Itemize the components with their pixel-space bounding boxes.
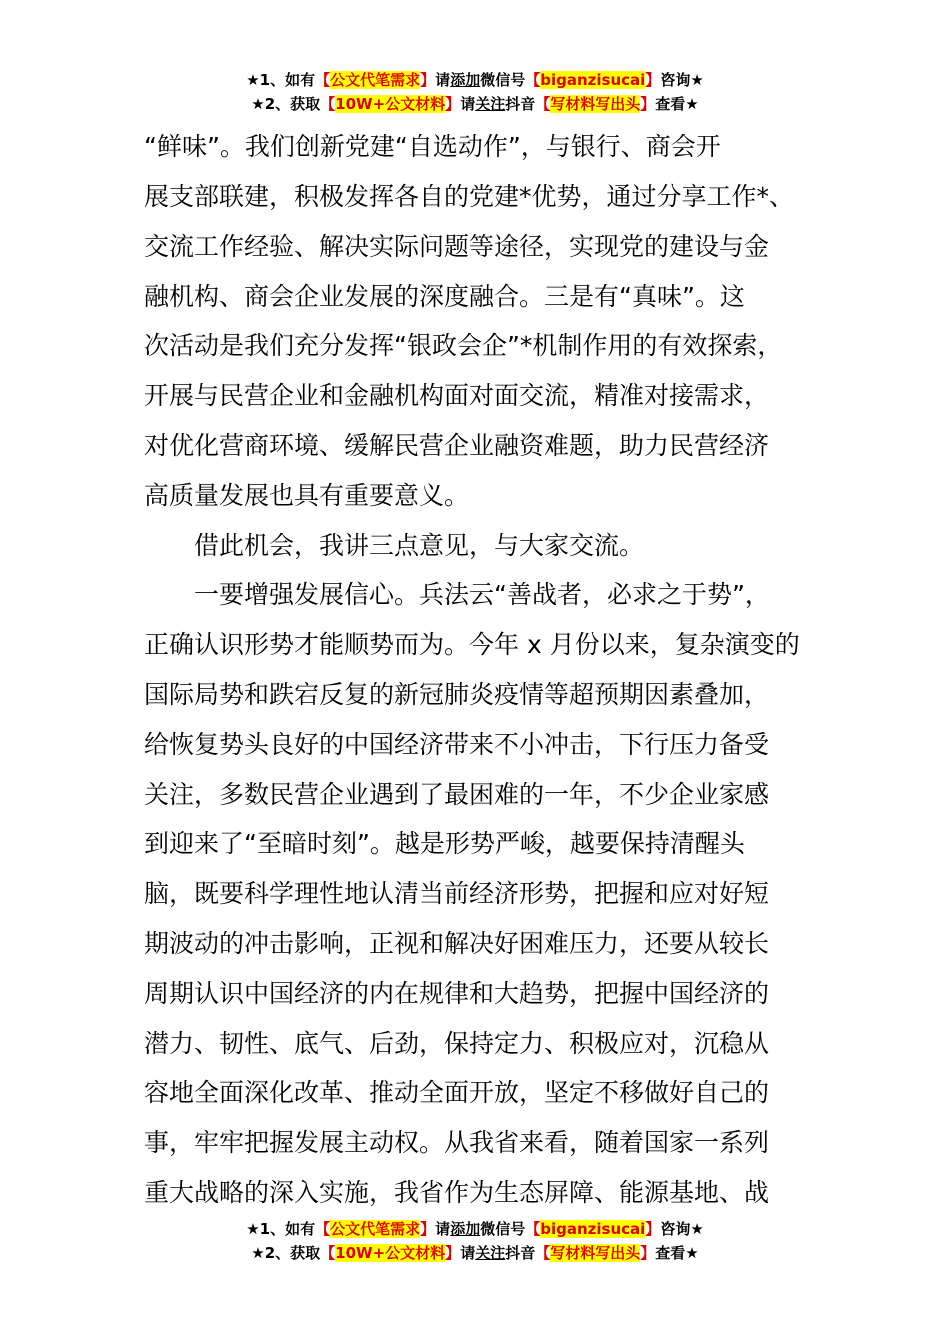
highlight-douyin-account: 写材料写出头: [550, 1244, 641, 1262]
text-line: 开展与民营企业和金融机构面对面交流，精准对接需求，: [144, 381, 770, 411]
promo-text: 抖音: [505, 1244, 536, 1262]
promo-line-1: [0, 68, 950, 92]
text-line: 一要增强发展信心。兵法云“善战者，必求之于势”，: [144, 580, 770, 610]
text-line: 对优化营商环境、缓解民营企业融资难题，助力民营经济: [144, 430, 770, 460]
promo-text: 请: [435, 71, 451, 89]
text-line: 脑，既要科学理性地认清当前经济形势，把握和应对好短: [144, 879, 770, 909]
promo-prefix: ★2、获取: [251, 95, 321, 113]
text-line: 周期认识中国经济的内在规律和大趋势，把握中国经济的: [144, 978, 770, 1008]
text-line: 到迎来了“至暗时刻”。越是形势严峻，越要保持清醒头: [144, 829, 745, 859]
promo-text: 微信号: [480, 1220, 526, 1238]
promo-suffix: 查看★: [655, 95, 699, 113]
bracket: 】: [445, 95, 461, 113]
text-line: 高质量发展也具有重要意义。: [144, 480, 470, 510]
text-line: 次活动是我们充分发挥“银政会企”*机制作用的有效探索，: [144, 331, 783, 361]
promo-line-2: [0, 92, 950, 116]
text-line: 事，牢牢把握发展主动权。从我省来看，随着国家一系列: [144, 1128, 770, 1158]
document-body: [144, 122, 824, 1218]
top-promo-banner: [0, 68, 950, 116]
promo-suffix: 咨询★: [660, 1220, 704, 1238]
bracket: 】: [645, 1220, 661, 1238]
bracket: 】: [445, 1244, 461, 1262]
bottom-promo-banner: [0, 1217, 950, 1265]
text-line: 融机构、商会企业发展的深度融合。三是有“真味”。这: [144, 281, 745, 311]
promo-prefix: ★2、获取: [251, 1244, 321, 1262]
bracket: 】: [420, 1220, 436, 1238]
bracket: 【: [525, 1220, 541, 1238]
bracket: 【: [320, 95, 336, 113]
highlight-wechat-id: biganzisucai: [540, 71, 646, 89]
promo-text: 请: [460, 1244, 476, 1262]
promo-text-underlined: 关注: [475, 95, 506, 113]
text-line: 重大战略的深入实施，我省作为生态屏障、能源基地、战: [144, 1177, 770, 1207]
highlight-wechat-id: biganzisucai: [540, 1220, 646, 1238]
highlight-materials: 10W+公文材料: [335, 95, 446, 113]
promo-text: 请: [460, 95, 476, 113]
highlight-service: 公文代笔需求: [330, 1220, 421, 1238]
bracket: 】: [420, 71, 436, 89]
text-line: 期波动的冲击影响，正视和解决好困难压力，还要从较长: [144, 928, 770, 958]
text-line: 正确认识形势才能顺势而为。今年 x 月份以来，复杂演变的: [144, 630, 800, 660]
text-line: “鲜味”。我们创新党建“自选动作”，与银行、商会开: [144, 132, 721, 161]
text-line: 容地全面深化改革、推动全面开放，坚定不移做好自己的: [144, 1078, 770, 1108]
promo-line-2: [0, 1241, 950, 1265]
promo-text: 微信号: [480, 71, 526, 89]
text-line: 国际局势和跌宕反复的新冠肺炎疫情等超预期因素叠加，: [144, 679, 770, 709]
text-line: 借此机会，我讲三点意见，与大家交流。: [144, 530, 645, 560]
promo-prefix: ★1、如有: [246, 1220, 316, 1238]
text-line: 关注，多数民营企业遇到了最困难的一年，不少企业家感: [144, 779, 770, 809]
highlight-douyin-account: 写材料写出头: [550, 95, 641, 113]
promo-text-underlined: 关注: [475, 1244, 506, 1262]
promo-line-1: [0, 1217, 950, 1241]
text-line: 潜力、韧性、底气、后劲，保持定力、积极应对，沉稳从: [144, 1028, 770, 1058]
bracket: 】: [645, 71, 661, 89]
text-line: 给恢复势头良好的中国经济带来不小冲击，下行压力备受: [144, 729, 770, 759]
promo-text: 抖音: [505, 95, 536, 113]
bracket: 】: [640, 1244, 656, 1262]
promo-prefix: ★1、如有: [246, 71, 316, 89]
promo-suffix: 查看★: [655, 1244, 699, 1262]
bracket: 【: [535, 1244, 551, 1262]
promo-suffix: 咨询★: [660, 71, 704, 89]
promo-text: 请: [435, 1220, 451, 1238]
bracket: 】: [640, 95, 656, 113]
highlight-service: 公文代笔需求: [330, 71, 421, 89]
promo-text-underlined: 添加: [450, 1220, 481, 1238]
bracket: 【: [320, 1244, 336, 1262]
text-line: 交流工作经验、解决实际问题等途径，实现党的建设与金: [144, 231, 770, 261]
bracket: 【: [315, 71, 331, 89]
promo-text-underlined: 添加: [450, 71, 481, 89]
highlight-materials: 10W+公文材料: [335, 1244, 446, 1262]
bracket: 【: [525, 71, 541, 89]
bracket: 【: [315, 1220, 331, 1238]
text-line: 展支部联建，积极发挥各自的党建*优势，通过分享工作*、: [144, 182, 795, 211]
bracket: 【: [535, 95, 551, 113]
